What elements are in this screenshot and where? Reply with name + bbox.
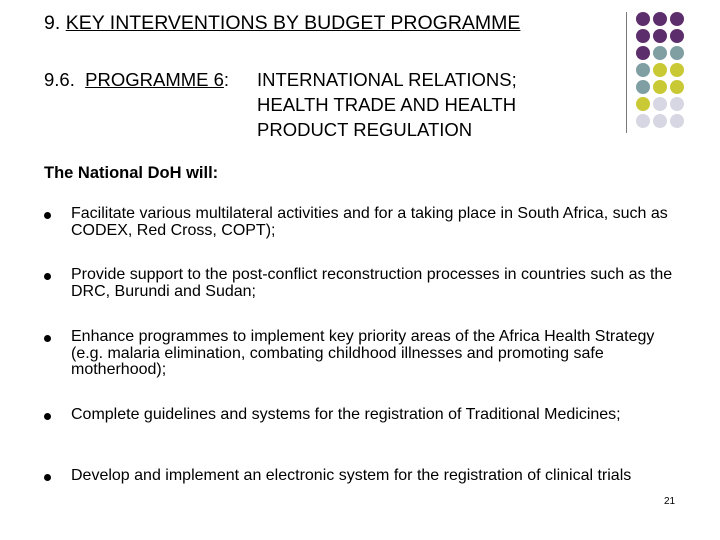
list-item-text: Develop and implement an electronic system for the registration of clinical trials: [71, 467, 632, 484]
programme-colon: :: [223, 69, 230, 90]
decorative-dot: [636, 29, 650, 43]
programme-number-label: [44, 67, 257, 92]
programme-label: PROGRAMME 6: [85, 69, 224, 90]
decorative-dot: [653, 29, 667, 43]
decorative-dot: [670, 46, 684, 60]
programme-number: 9.6.: [44, 69, 75, 90]
decorative-dot: [653, 97, 667, 111]
decorative-dot: [670, 114, 684, 128]
programme-name-line-2: HEALTH TRADE AND HEALTH: [257, 94, 517, 115]
bullet-icon: [44, 474, 51, 481]
decorative-dot: [653, 12, 667, 26]
list-item-text: Facilitate various multilateral activities and for a taking place in South Africa, such as CODEX, Red Cross, COPT);: [71, 205, 668, 239]
decorative-dot: [653, 114, 667, 128]
decorative-dot: [636, 63, 650, 77]
decorative-dot: [670, 63, 684, 77]
decorative-dot: [670, 12, 684, 26]
decorative-dot: [670, 80, 684, 94]
decorative-dot: [636, 46, 650, 60]
bullet-icon: [44, 273, 51, 280]
page-number: 21: [664, 496, 676, 507]
list-item-text: Provide support to the post-conflict reconstruction processes in countries such as the DRC, Burundi and Sudan;: [71, 266, 673, 300]
decorative-dot: [653, 80, 667, 94]
decorative-dot: [653, 63, 667, 77]
decorative-dot: [636, 12, 650, 26]
programme-name-line-3: PRODUCT REGULATION: [257, 119, 473, 140]
decorative-dot: [636, 114, 650, 128]
bullet-icon: [44, 413, 51, 420]
list-item-text: Complete guidelines and systems for the registration of Traditional Medicines;: [71, 406, 621, 423]
header-divider: [626, 12, 627, 133]
bullet-icon: [44, 212, 51, 219]
title-number: 9.: [44, 12, 61, 34]
slide-title: [44, 12, 520, 35]
decorative-dot: [636, 80, 650, 94]
title-text: KEY INTERVENTIONS BY BUDGET PROGRAMME: [65, 12, 521, 34]
decorative-dot: [653, 46, 667, 60]
intro-text: The National DoH will:: [44, 164, 219, 182]
programme-name-line-1: INTERNATIONAL RELATIONS;: [257, 69, 517, 90]
decorative-dot: [670, 29, 684, 43]
decorative-dot: [670, 97, 684, 111]
list-item-text: Enhance programmes to implement key priority areas of the Africa Health Strategy (e.g. malaria elimination, combating childhood illnesses and promoting safe motherhood);: [71, 328, 655, 378]
decorative-dot: [636, 97, 650, 111]
programme-heading: [44, 67, 517, 142]
bullet-icon: [44, 335, 51, 342]
